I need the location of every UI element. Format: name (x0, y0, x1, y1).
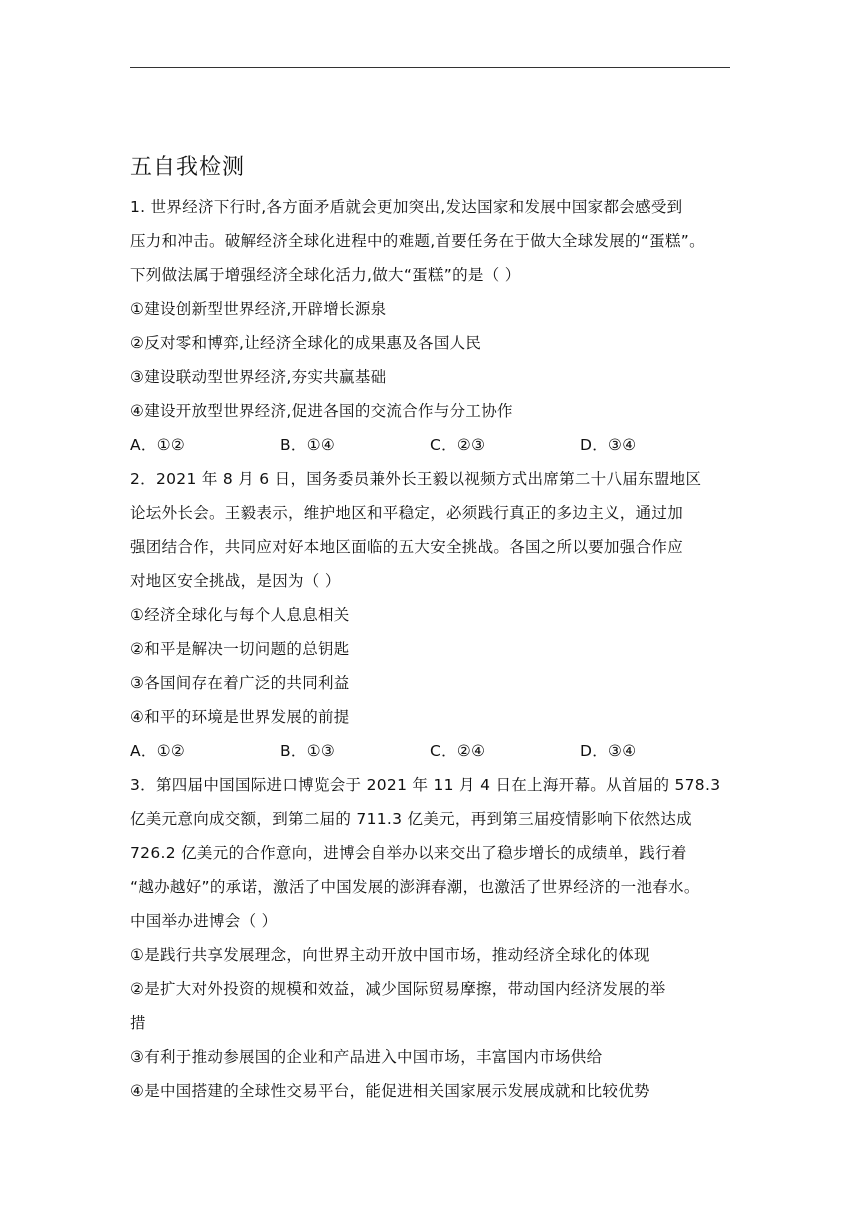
question-2-statement: ②和平是解决一切问题的总钥匙 (130, 640, 350, 658)
question-3-stem-line: 亿美元意向成交额，到第二届的 711.3 亿美元，再到第三届疫情影响下依然达成 (130, 810, 692, 828)
header-rule (130, 67, 730, 68)
question-1-stem-line: 压力和冲击。破解经济全球化进程中的难题,首要任务在于做大全球发展的“蛋糕”。 (130, 232, 705, 250)
option-c[interactable]: C．②④ (430, 742, 486, 760)
question-2-options (130, 734, 730, 768)
question-2-stem-line: 强团结合作，共同应对好本地区面临的五大安全挑战。各国之所以要加强合作应 (130, 538, 684, 556)
question-2-stem-line: 对地区安全挑战，是因为（ ） (130, 572, 341, 590)
question-2-statement: ③各国间存在着广泛的共同利益 (130, 674, 350, 692)
question-3-stem-line: 726.2 亿美元的合作意向，进博会自举办以来交出了稳步增长的成绩单，践行着 (130, 844, 687, 862)
option-d[interactable]: D．③④ (580, 436, 637, 454)
question-3-statement: ④是中国搭建的全球性交易平台，能促进相关国家展示发展成就和比较优势 (130, 1082, 650, 1100)
question-2-stem-line: 论坛外长会。王毅表示，维护地区和平稳定，必须践行真正的多边主义，通过加 (130, 504, 684, 522)
question-1-statement: ②反对零和博弈,让经济全球化的成果惠及各国人民 (130, 334, 482, 352)
question-1-statement: ①建设创新型世界经济,开辟增长源泉 (130, 300, 387, 318)
question-1-options (130, 428, 730, 462)
option-b[interactable]: B．①④ (280, 436, 336, 454)
question-1-statement: ③建设联动型世界经济,夯实共赢基础 (130, 368, 387, 386)
question-1-body (130, 156, 730, 1108)
option-c[interactable]: C．②③ (430, 436, 486, 454)
question-2-statement: ④和平的环境是世界发展的前提 (130, 708, 350, 726)
question-1-stem-line: 下列做法属于增强经济全球化活力,做大“蛋糕”的是（ ） (130, 266, 521, 284)
question-2-stem-line: 2．2021 年 8 月 6 日，国务委员兼外长王毅以视频方式出席第二十八届东盟地区 (130, 470, 702, 488)
question-3-statement: ③有利于推动参展国的企业和产品进入中国市场，丰富国内市场供给 (130, 1048, 603, 1066)
option-d[interactable]: D．③④ (580, 742, 637, 760)
option-b[interactable]: B．①③ (280, 742, 336, 760)
question-3-stem-line: 中国举办进博会（ ） (130, 912, 278, 930)
question-1-stem-line: 1. 世界经济下行时,各方面矛盾就会更加突出,发达国家和发展中国家都会感受到 (130, 198, 683, 216)
option-a[interactable]: A．①② (130, 742, 186, 760)
question-1-statement: ④建设开放型世界经济,促进各国的交流合作与分工协作 (130, 402, 513, 420)
section-title: 五自我检测 (130, 155, 246, 180)
question-3-statement: ①是践行共享发展理念，向世界主动开放中国市场，推动经济全球化的体现 (130, 946, 650, 964)
question-3-statement: 措 (130, 1014, 146, 1032)
option-a[interactable]: A．①② (130, 436, 186, 454)
question-3-stem-line: 3．第四届中国国际进口博览会于 2021 年 11 月 4 日在上海开幕。从首届的 578.3 (130, 776, 721, 794)
question-2-statement: ①经济全球化与每个人息息相关 (130, 606, 350, 624)
question-3-statement: ②是扩大对外投资的规模和效益，减少国际贸易摩擦，带动国内经济发展的举 (130, 980, 666, 998)
question-3-stem-line: “越办越好”的承诺，激活了中国发展的澎湃春潮，也激活了世界经济的一池春水。 (130, 878, 700, 896)
